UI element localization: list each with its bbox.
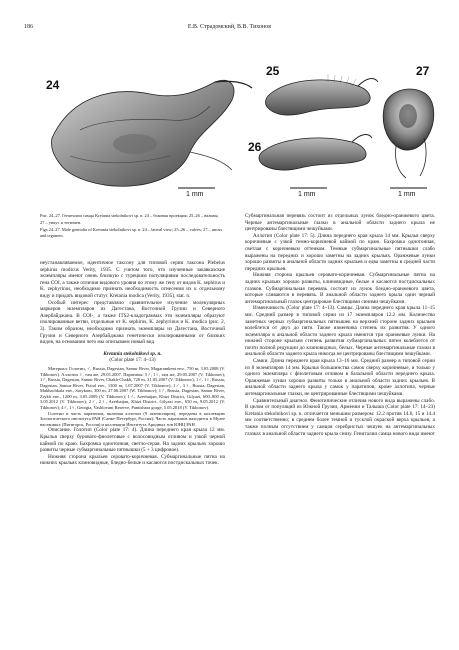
paragraph: Аллотип (Color plate 17: 5). Длина переднего края крыла 14 мм. Крылья сверху коричневые с узкой темно-коричневой каймой по краю. Бахромка однотонная, светлая с коричневым оттенком. Темные субмаргинальные пятнышки слабо выражены на передних и хорошо заметны на задних крыльях. Оранжевые лунки хорошо развиты в анальной области задних крыльев и едва заметны в средней части передних крыльев.	[245, 232, 435, 272]
panel-label-27: 27	[416, 64, 430, 78]
figure-caption	[40, 213, 223, 240]
paragraph: Нижняя сторона крыльев серовато-коричневая. Субмаргинальные пятна на нижних крыльях клиновидные, бледно-белые и касаются постдискальных точек.	[40, 453, 225, 467]
running-header	[24, 24, 435, 36]
left-column	[40, 260, 225, 467]
paragraph: Описание. Голотип (Color plate 17: 4). Длина переднего края крыла 12 мм. Крылья сверху буровато-фиолетовые с волосовидным отливом и узкой черной каймой по краю. Бахромка однотонная, светло-серая. На задних крыльях хорошо развиты черные субмаргинальные пятнышки (5 + 3 цифровое).	[40, 427, 225, 454]
paragraph: Нижняя сторона крыльев серовато-коричневая. Субмаргинальные пятна на задних крыльях хорошо развиты, клиновидные, белые и касаются постдискальных глазков. Субмаргинальная перевязь состоит из лунок бледно-оранжевого цвета, которые сливаются в перевязь. В анальной области заднего крыла один черный антемаргинальный глазок центрирован блестящими синими чешуйками.	[245, 272, 435, 305]
paragraph: Самки. Длина переднего края крыла 13–16 мм. Средний размер в типовой серии из 8 экземпляров 14 мм. Крылья большинства самок сверху коричневые, и только у одного экземпляра с фиолетовым отливом в базальной области переднего крыла. Оранжевые лунки хорошо развиты только в анальной области задних крыльев. В анальной области заднего крыла у самок у паратипов, кроме аллотипа, черные антемаргинальные глазки, не центрированные блестящими чешуйками.	[245, 358, 435, 398]
valva-upper	[266, 74, 378, 115]
species-plate-ref: (Color plate 17: 4–13)	[109, 357, 156, 364]
paragraph: Особый интерес представляло сравнительное изучение молекулярных маркеров экземпляров из Дагестана, Восточной Грузии и Северного Азербайджана. В COI-, а также ITS2-кладограммах эти экземпляры образуют изолированные ветви, отдельные от K. sephirus, K. zephyrinus и K. modica (рис. 2, 3). Таким образом, необходимо признать экземпляры из Дагестана, Восточной Грузии и Северного Азербайджана генетически изолированными от близких видов, на основании чего мы описываем новый вид.	[40, 299, 225, 346]
genitalia-lateral-view	[51, 80, 252, 186]
genitalia-figure	[40, 60, 438, 203]
genitalia-illustration	[40, 60, 438, 203]
deposition-paragraph: Голотип и часть паратипов, включая аллотип (9 экземпляров), переданы в коллекцию Зоологического института РАН (Санкт-Петербург, Россия). Часть паратипов находится в Музее насекомых (Пятигорск, Россия) и коллекции Института Аридных зон ЮНЦ РАН.	[40, 410, 225, 427]
paragraph: Изменчивость (Color plate 17: 4–13). Самцы. Длина переднего края крыла 11–15 мм. Средний размер в типовой серии из 17 экземпляров 12.2 мм. Количество заметных черных субмаргинальных пятнышек на верхней стороне задних крыльев колеблется от двух до пяти. Также изменчива степень их развития. У одного экземпляра в анальной области заднего крыла имеются три оранжевые лунки. На нижней стороне крыльев степень развития субмаргинальных пятен колеблется от почти полной редукции до клиновидных, белых. Черные антемаргинальные глазки в анальной области заднего крыла никогда не центрированы блестящими чешуйками.	[245, 305, 435, 358]
species-heading: Kretania stekolnikovi sp. n.	[103, 350, 162, 357]
panel-label-26: 26	[248, 140, 262, 154]
material-paragraph: Материал. Голотип, ♂, Russia, Dagestan, Samur River, Magaramkent env., 750 m, 3.05.2008 (V. Tikhonov). Аллотип ♀, там же, 29.05.2007. Паратипы: 5♂, 1♀, там же, 29.05.2007 (V. Tikhonov); 1♂, Russia, Dagestan, Samur River, Chakh-Chakh, 720 m, 31.05.2007 (V. Tikhonov); 1♂, 1♀, Russia, Dagestan, Samur River, Fiziul env., 1300 m, 1.07.2007 (V. Tikhonov); 1♂, 3♀, Russia, Dagestan, Makhachkala env., Sarykum, 300 m, 27.06.2007 (W. Tikhonov); 1♂, Russia, Dagestan, Samur River, Zrykh env., 1200 m, 3.05.2009 (V. Tikhonov); 1♂, Azerbaijan, Khizi District, Gilyazi, 600–800 m, 3.05.2012 (V. Tikhonov); 2♂, 2♀, Azerbaijan, Khizi District, Gilyazi env., 650 m, 9.05.2012 (V. Tikhonov); 4♂, 1♀, Georgia, Vashlovani Reserve, Pantishara gorge, 5.05.2018 (V. Tikhonov).	[40, 365, 225, 411]
panel-label-25: 25	[266, 64, 280, 78]
paragraph: Субмаргинальная перевязь состоит из отдельных лунок бледно-оранжевого цвета. Черные антемаргинальные глазки в анальной области заднего крыла не центрированы блестящими чешуйками.	[245, 213, 435, 233]
running-authors: Е.В. Стрaдомский, В.В. Тихонов	[187, 24, 272, 30]
valva-lower	[259, 135, 372, 171]
panel-label-24: 24	[46, 78, 60, 92]
paragraph: неустанавливаемое, идентичное таксону для типовой серии таксона Plebeius sephirus modicus Verity, 1935. С учетом того, что изученные закавказские экземпляры имеют очень близкую с турецким популяциями последовательность гена COI, а также отличия видового уровня по этому же гену от видов K. sephirus и K. zephyrinus, необходимо признать необходимость отнесения их к отдельному виду и придать видовой статус Kretania modica (Verity, 1935), stat. n.	[40, 260, 225, 299]
scale-label-24: 1 mm	[186, 191, 204, 198]
uncus-tegumen	[383, 89, 434, 178]
page-number: 186	[24, 24, 33, 30]
scale-label-25: 1 mm	[298, 191, 316, 198]
diagnosis-paragraph: Сравнительный диагноз. Фенотипические отличия нового вида выражены слабо. В целом от популяций из Южной Грузии, Армении и Талыша (Color plate 17: 14–23) Kretania stekolnikovi sp. n. отличается меньшим размером: 12.2 против 14.6, 15 и 14.4 мм соответственно; в среднем более темной и тусклой окраской верха крыльев, а также полным отсутствием у самцов серебристых чешуек на антемаргинальных глазках в анальной области заднего крыла снизу. Гениталии самца нового вида имеют	[245, 397, 435, 437]
caption-ru: Рис. 24–27. Гениталии самца Kretania stekolnikovi sp. n. 24 – боковая проекция; 25–26 – вальвы; 27 – ункус и тегюмен.	[40, 213, 219, 225]
caption-en: Figs 24–27. Male genitalia of Kretania stekolnikovi sp. n. 24 – lateral view; 25–26 – valves; 27 – uncus and tegumen.	[40, 226, 223, 239]
scale-label-27: 1 mm	[398, 191, 416, 198]
right-column	[245, 213, 435, 437]
